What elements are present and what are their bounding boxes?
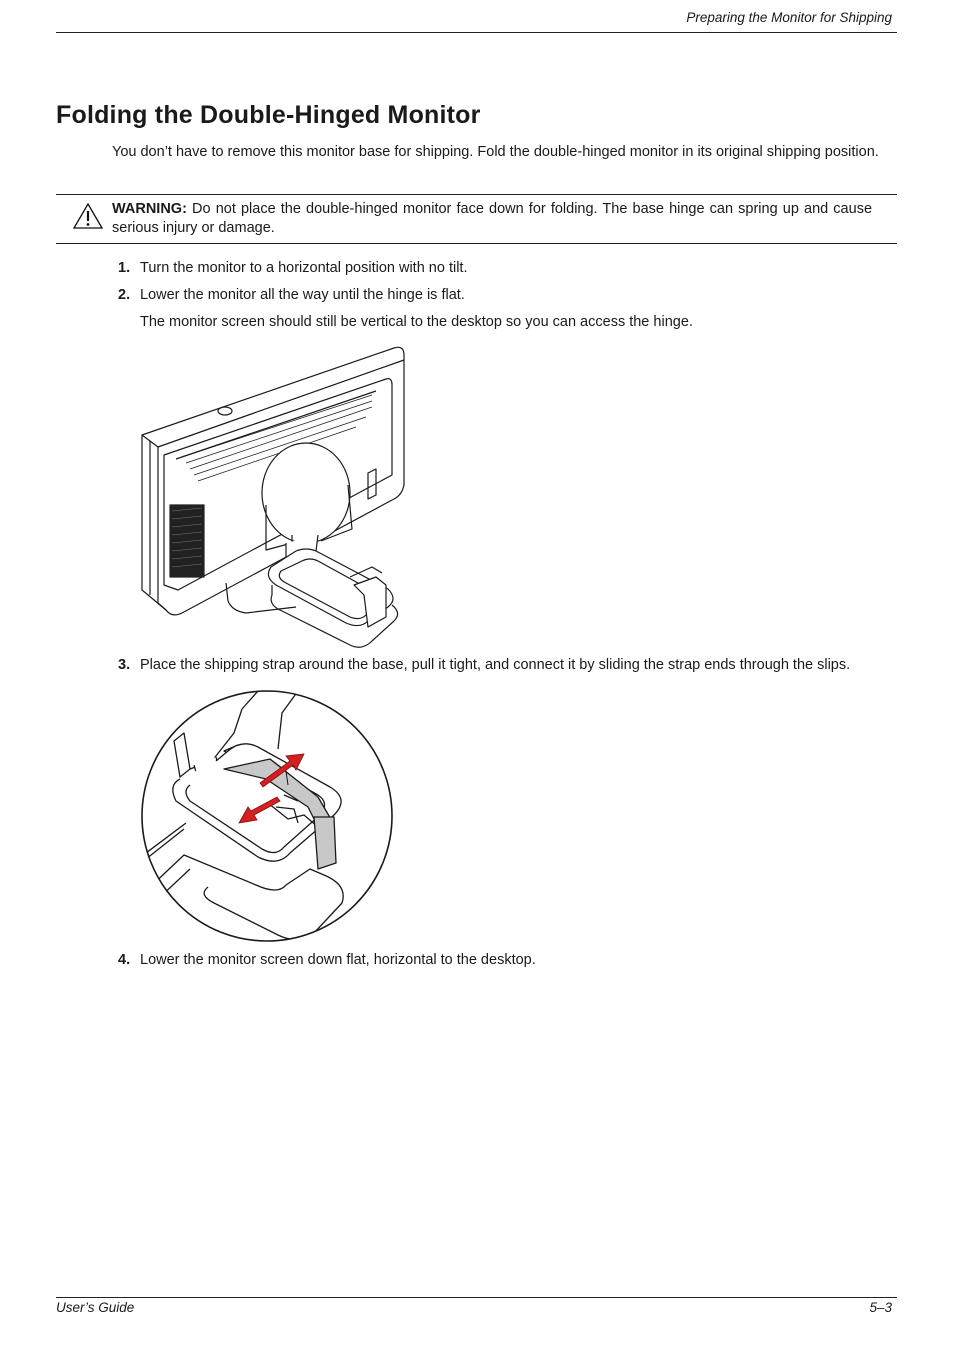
step-number: 4. [118,952,131,968]
section-title: Preparing the Monitor for Shipping [686,10,892,25]
warning-triangle-icon [73,203,103,229]
step-text: Lower the monitor all the way until the hinge is flat. [140,287,465,303]
warning-callout [56,194,897,244]
step-number: 1. [118,260,131,276]
footer-page-number: 5–3 [869,1300,892,1315]
running-header [56,10,897,33]
shipping-strap-closeup-illustration [138,689,396,947]
page-title: Folding the Double-Hinged Monitor [56,101,481,129]
step-number: 2. [118,287,131,303]
step-2 [118,286,465,305]
monitor-folded-illustration [136,345,416,650]
step-4 [118,951,536,970]
step-3 [118,656,850,675]
warning-label: WARNING: [112,201,187,217]
step-2-note: The monitor screen should still be vertical to the desktop so you can access the hinge. [140,314,693,330]
step-text: Place the shipping strap around the base, pull it tight, and connect it by sliding the strap ends through the slips. [140,657,851,673]
running-footer [56,1297,897,1315]
intro-paragraph: You don’t have to remove this monitor base for shipping. Fold the double-hinged monitor in its original shipping position. [112,144,879,160]
warning-text: Do not place the double-hinged monitor face down for folding. The base hinge can spring up and cause serious injury or damage. [112,201,873,236]
step-1 [118,259,468,278]
step-number: 3. [118,657,131,673]
footer-guide-title: User’s Guide [56,1300,135,1315]
step-text: Turn the monitor to a horizontal position with no tilt. [140,260,468,276]
step-text: Lower the monitor screen down flat, horizontal to the desktop. [140,952,536,968]
